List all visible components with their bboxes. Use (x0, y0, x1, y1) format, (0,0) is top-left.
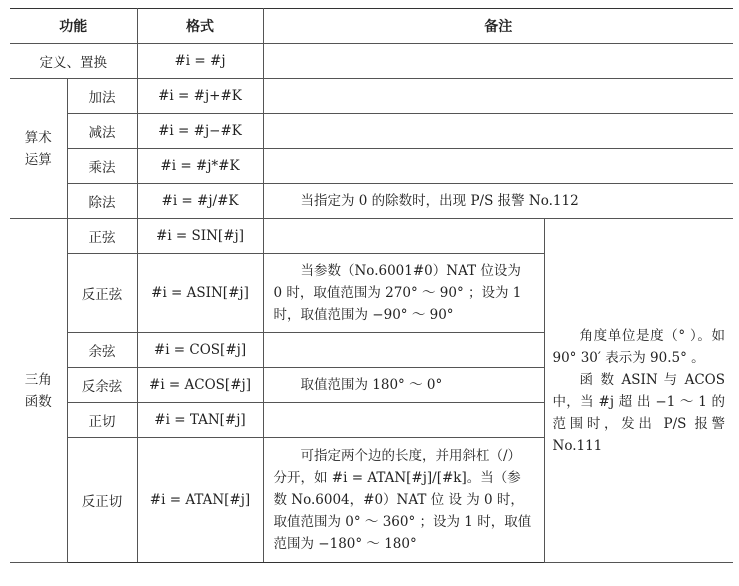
define-label: 定义、置换 (10, 44, 137, 79)
trig-format-acos: #i = ACOS[#j] (137, 368, 263, 403)
trig-name-tan: 正切 (67, 403, 137, 438)
trig-format-asin: #i = ASIN[#j] (137, 254, 263, 333)
define-format: #i = #j (137, 44, 263, 79)
define-note (263, 44, 733, 79)
trig-note-sin (263, 219, 544, 254)
trig-name-cos: 余弦 (67, 333, 137, 368)
arith-note-mul (263, 149, 733, 184)
arith-name-mul: 乘法 (67, 149, 137, 184)
arith-name-sub: 减法 (67, 114, 137, 149)
trig-side-note (544, 219, 733, 563)
trig-format-cos: #i = COS[#j] (137, 333, 263, 368)
trig-format-atan: #i = ATAN[#j] (137, 438, 263, 563)
trig-note-asin: 当参数（No.6001#0）NAT 位设为 0 时，取值范围为 270° ～ 90° ；设为 1 时，取值范围为 −90° ～ 90° (263, 254, 544, 333)
macro-function-table (10, 8, 733, 563)
trig-format-sin: #i = SIN[#j] (137, 219, 263, 254)
arith-format-div: #i = #j/#K (137, 184, 263, 219)
trig-group-label: 三角函数 (10, 219, 67, 563)
arith-note-sub (263, 114, 733, 149)
trig-note-cos (263, 333, 544, 368)
arith-name-div: 除法 (67, 184, 137, 219)
trig-note-acos: 取值范围为 180° ～ 0° (263, 368, 544, 403)
side-note-asin-acos: 函 数 ASIN 与 ACOS 中，当 #j 超 出 −1 ～ 1 的范围时，发出 P/S 报警 No.111 (552, 371, 725, 454)
trig-note-tan (263, 403, 544, 438)
arith-name-add: 加法 (67, 79, 137, 114)
trig-name-asin: 反正弦 (67, 254, 137, 333)
arith-format-sub: #i = #j−#K (137, 114, 263, 149)
side-note-angle-unit: 角度单位是度（° ）。如 90° 30′ 表示为 90.5° 。 (552, 327, 725, 366)
arith-note-div: 当指定为 0 的除数时，出现 P/S 报警 No.112 (263, 184, 733, 219)
trig-name-acos: 反余弦 (67, 368, 137, 403)
trig-name-atan: 反正切 (67, 438, 137, 563)
arith-group-label: 算术运算 (10, 79, 67, 219)
arith-format-mul: #i = #j*#K (137, 149, 263, 184)
arith-note-add (263, 79, 733, 114)
trig-name-sin: 正弦 (67, 219, 137, 254)
trig-format-tan: #i = TAN[#j] (137, 403, 263, 438)
arith-format-add: #i = #j+#K (137, 79, 263, 114)
trig-note-atan: 可指定两个边的长度，并用斜杠（/）分开，如 #i = ATAN[#j]/[#k]。当（参数 No.6004，#0）NAT 位 设 为 0 时，取值范围为 0° ～ 360° ；设为 1 时，取值范围为 −180° ～ 180° (263, 438, 544, 563)
header-function: 功能 (10, 9, 137, 44)
header-note: 备注 (263, 9, 733, 44)
header-format: 格式 (137, 9, 263, 44)
